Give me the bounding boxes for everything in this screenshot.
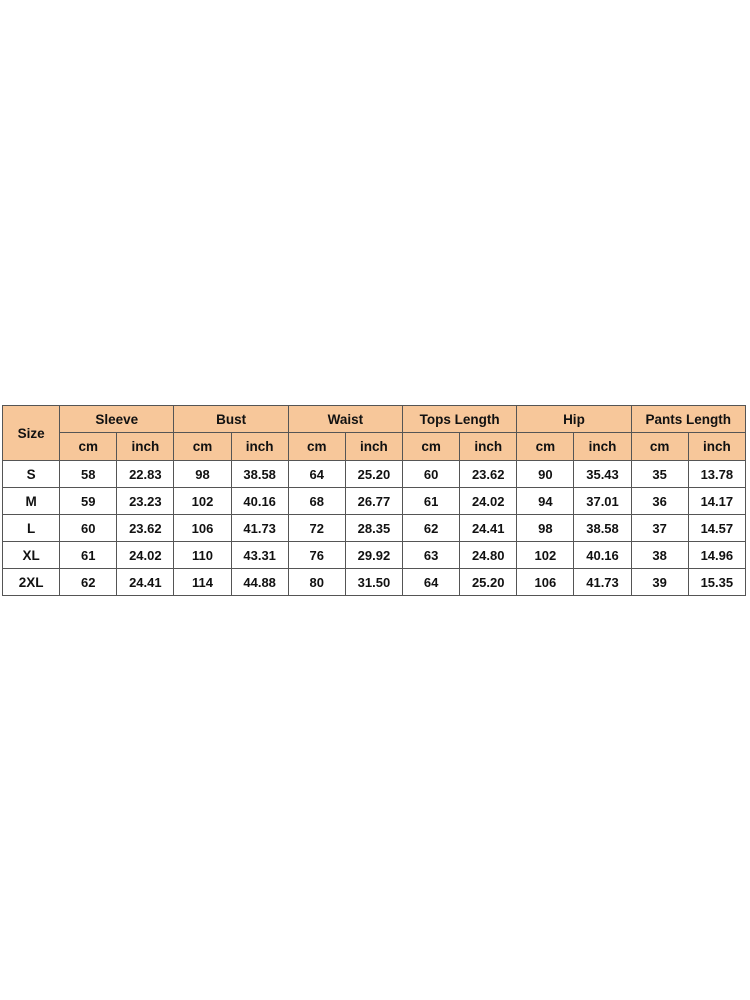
table-cell: 38.58: [574, 515, 631, 542]
size-label: XL: [3, 542, 60, 569]
table-cell: 40.16: [574, 542, 631, 569]
table-cell: 35.43: [574, 461, 631, 488]
unit-header-cm: cm: [288, 433, 345, 461]
table-row: [3, 461, 746, 488]
unit-header-cm: cm: [174, 433, 231, 461]
table-cell: 22.83: [117, 461, 174, 488]
table-cell: 40.16: [231, 488, 288, 515]
table-cell: 64: [288, 461, 345, 488]
table-cell: 14.57: [688, 515, 745, 542]
unit-header-inch: inch: [688, 433, 745, 461]
group-header-tops-length: Tops Length: [403, 406, 517, 433]
unit-header-cm: cm: [517, 433, 574, 461]
table-cell: 36: [631, 488, 688, 515]
size-label: L: [3, 515, 60, 542]
group-header-sleeve: Sleeve: [60, 406, 174, 433]
header-group-row: [3, 406, 746, 433]
table-cell: 76: [288, 542, 345, 569]
table-cell: 23.62: [460, 461, 517, 488]
size-table-body: [3, 461, 746, 596]
table-cell: 102: [174, 488, 231, 515]
table-cell: 29.92: [345, 542, 402, 569]
table-cell: 15.35: [688, 569, 745, 596]
table-row: [3, 542, 746, 569]
unit-header-inch: inch: [574, 433, 631, 461]
table-cell: 24.02: [117, 542, 174, 569]
table-cell: 64: [403, 569, 460, 596]
size-label: S: [3, 461, 60, 488]
table-cell: 106: [174, 515, 231, 542]
table-cell: 31.50: [345, 569, 402, 596]
table-cell: 26.77: [345, 488, 402, 515]
size-chart-table: [2, 405, 746, 596]
table-cell: 38.58: [231, 461, 288, 488]
size-label: 2XL: [3, 569, 60, 596]
unit-header-cm: cm: [631, 433, 688, 461]
table-cell: 58: [60, 461, 117, 488]
table-cell: 72: [288, 515, 345, 542]
table-cell: 41.73: [574, 569, 631, 596]
table-cell: 41.73: [231, 515, 288, 542]
table-cell: 37.01: [574, 488, 631, 515]
table-cell: 24.02: [460, 488, 517, 515]
table-cell: 63: [403, 542, 460, 569]
table-cell: 90: [517, 461, 574, 488]
table-cell: 44.88: [231, 569, 288, 596]
unit-header-inch: inch: [231, 433, 288, 461]
table-cell: 25.20: [345, 461, 402, 488]
table-cell: 68: [288, 488, 345, 515]
table-cell: 38: [631, 542, 688, 569]
group-header-bust: Bust: [174, 406, 288, 433]
unit-header-inch: inch: [460, 433, 517, 461]
table-cell: 61: [60, 542, 117, 569]
unit-header-cm: cm: [403, 433, 460, 461]
table-cell: 94: [517, 488, 574, 515]
unit-header-inch: inch: [345, 433, 402, 461]
header-unit-row: [3, 433, 746, 461]
table-cell: 98: [517, 515, 574, 542]
table-cell: 106: [517, 569, 574, 596]
table-cell: 62: [403, 515, 460, 542]
table-cell: 28.35: [345, 515, 402, 542]
table-cell: 60: [403, 461, 460, 488]
table-cell: 102: [517, 542, 574, 569]
size-label: M: [3, 488, 60, 515]
size-header: Size: [3, 406, 60, 461]
unit-header-cm: cm: [60, 433, 117, 461]
unit-header-inch: inch: [117, 433, 174, 461]
table-cell: 35: [631, 461, 688, 488]
table-cell: 24.41: [117, 569, 174, 596]
table-row: [3, 569, 746, 596]
table-cell: 43.31: [231, 542, 288, 569]
table-cell: 14.17: [688, 488, 745, 515]
table-cell: 24.80: [460, 542, 517, 569]
table-cell: 98: [174, 461, 231, 488]
table-cell: 80: [288, 569, 345, 596]
group-header-pants-length: Pants Length: [631, 406, 745, 433]
table-cell: 110: [174, 542, 231, 569]
table-cell: 60: [60, 515, 117, 542]
table-cell: 37: [631, 515, 688, 542]
table-cell: 14.96: [688, 542, 745, 569]
table-cell: 23.23: [117, 488, 174, 515]
table-cell: 13.78: [688, 461, 745, 488]
table-row: [3, 515, 746, 542]
table-cell: 24.41: [460, 515, 517, 542]
table-cell: 114: [174, 569, 231, 596]
table-row: [3, 488, 746, 515]
table-cell: 62: [60, 569, 117, 596]
table-cell: 61: [403, 488, 460, 515]
table-cell: 39: [631, 569, 688, 596]
table-cell: 23.62: [117, 515, 174, 542]
table-cell: 59: [60, 488, 117, 515]
group-header-hip: Hip: [517, 406, 631, 433]
group-header-waist: Waist: [288, 406, 402, 433]
table-cell: 25.20: [460, 569, 517, 596]
